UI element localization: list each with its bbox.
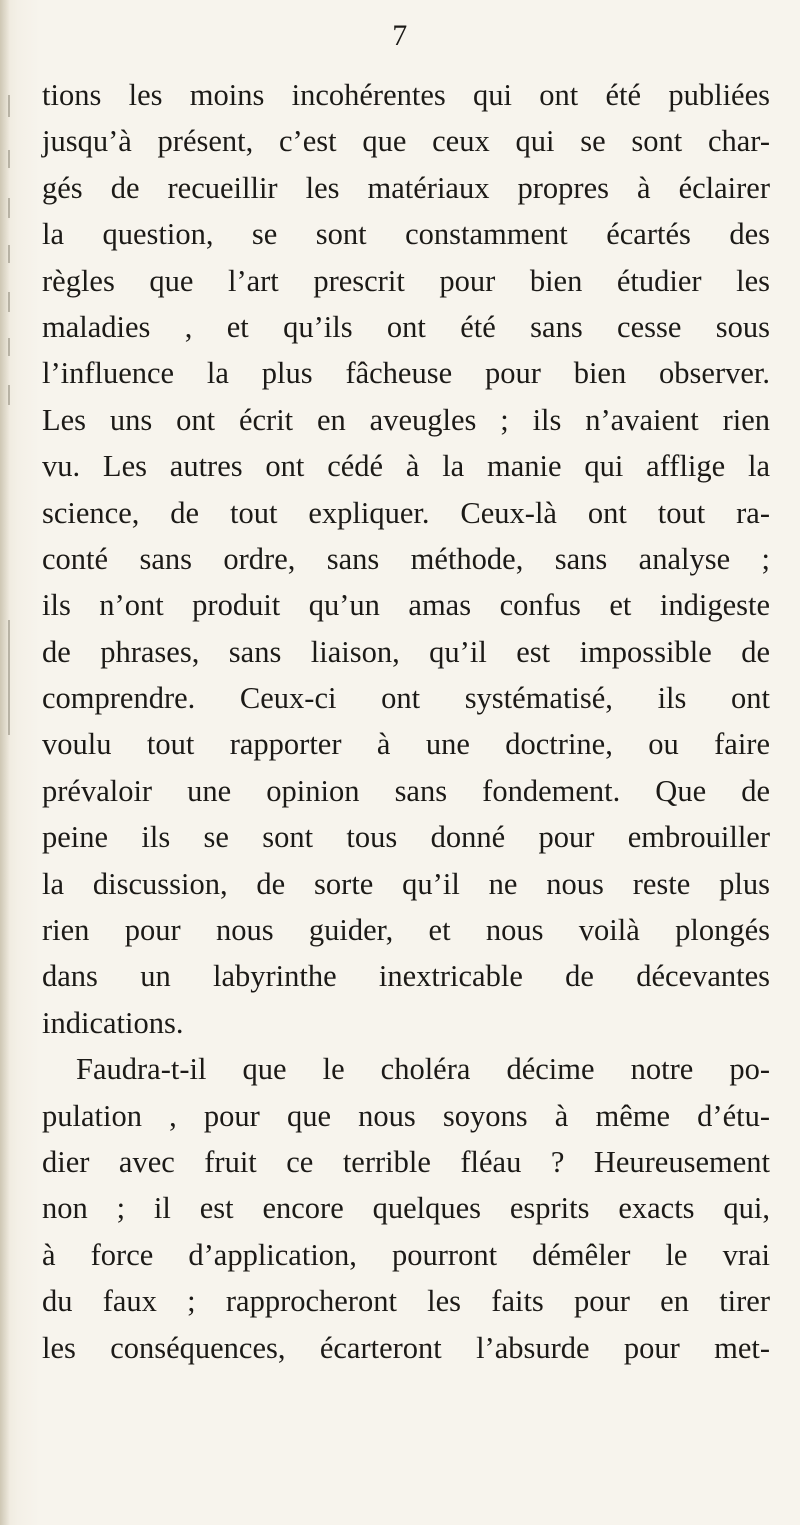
text-line: vu. Les autres ont cédé à la manie qui afflige la [42, 449, 770, 484]
text-line: voulu tout rapporter à une doctrine, ou faire [42, 727, 770, 762]
text-line: la question, se sont constamment écartés des [42, 217, 770, 252]
body-text [42, 72, 770, 1371]
text-line: la discussion, de sorte qu’il ne nous reste plus [42, 866, 770, 901]
page-number: 7 [392, 19, 408, 52]
text-line: de phrases, sans liaison, qu’il est impossible de [42, 634, 770, 669]
text-line: dans un labyrinthe inextricable de décevantes [42, 959, 770, 994]
paragraph [42, 1046, 770, 1371]
text-line: ils n’ont produit qu’un amas confus et indigeste [42, 588, 770, 623]
text-line: Les uns ont écrit en aveugles ; ils n’avaient rien [42, 402, 770, 437]
text-line: Faudra-t-il que le choléra décime notre po- [76, 1052, 770, 1087]
page-edge-mark [8, 385, 10, 405]
page-edge-mark [8, 338, 10, 356]
page-edge-mark [8, 245, 10, 263]
text-line: maladies , et qu’ils ont été sans cesse sous [42, 309, 770, 344]
page-edge-mark [8, 150, 10, 168]
page-gutter-shadow [0, 0, 10, 1525]
text-line: comprendre. Ceux-ci ont systématisé, ils ont [42, 681, 770, 716]
paragraph [42, 72, 770, 1046]
text-line: non ; il est encore quelques esprits exacts qui, [42, 1191, 770, 1226]
text-line: tions les moins incohérentes qui ont été publiées [42, 78, 770, 112]
page-edge-mark [8, 620, 10, 735]
text-line: indications. [42, 1005, 184, 1040]
text-line: prévaloir une opinion sans fondement. Que de [42, 773, 770, 808]
text-line: du faux ; rapprocheront les faits pour en tirer [42, 1284, 770, 1319]
page-edge-mark [8, 95, 10, 117]
text-line: l’influence la plus fâcheuse pour bien observer. [42, 356, 770, 391]
text-line: jusqu’à présent, c’est que ceux qui se sont char- [42, 124, 770, 159]
text-line: peine ils se sont tous donné pour embrouiller [42, 820, 770, 855]
text-line: science, de tout expliquer. Ceux-là ont tout ra- [42, 495, 770, 530]
text-line: dier avec fruit ce terrible fléau ? Heureusement [42, 1144, 770, 1179]
page-edge-mark [8, 292, 10, 312]
text-line: conté sans ordre, sans méthode, sans analyse ; [42, 541, 770, 576]
text-line: règles que l’art prescrit pour bien étudier les [42, 263, 770, 298]
text-line: pulation , pour que nous soyons à même d’étu- [42, 1098, 770, 1133]
text-line: à force d’application, pourront démêler le vrai [42, 1237, 770, 1272]
text-line: gés de recueillir les matériaux propres à éclairer [42, 170, 770, 205]
text-line: les conséquences, écarteront l’absurde pour met- [42, 1330, 770, 1365]
text-line: rien pour nous guider, et nous voilà plongés [42, 913, 770, 948]
page-edge-mark [8, 198, 10, 218]
